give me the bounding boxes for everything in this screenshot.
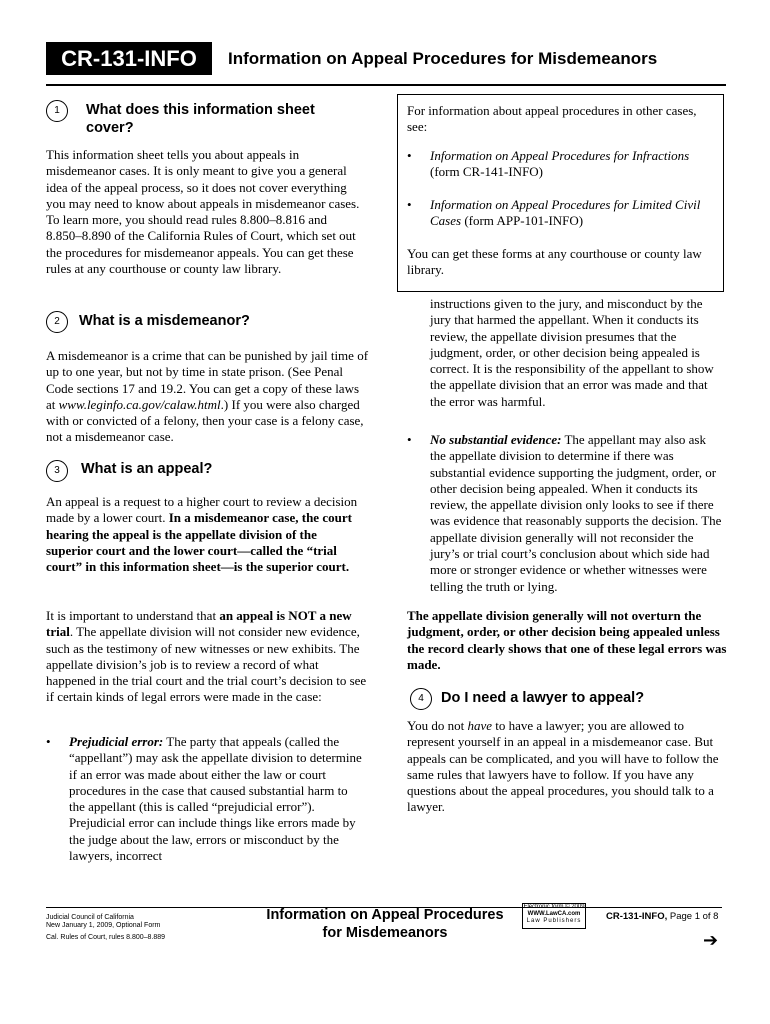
bullet-dot: • [46, 734, 51, 749]
section-2-number: 2 [46, 311, 68, 333]
footer-form-date: New January 1, 2009, Optional Form [46, 922, 161, 929]
section-1-body: This information sheet tells you about appeals in misdemeanor cases. It is only meant to give you a general idea of the appeal process, so it does not cover everything you may need to know about appeals in misdemeanor cases. To learn more, you should read rules 8.800–8.816 and 8.850–8.890 of the California Rules of Court, which set out the procedures for misdemeanor appeals. You can get these rules at any courthouse or county law library. [46, 147, 360, 277]
no-substantial-evidence-bullet: • No substantial evidence: The appellant may also ask the appellate division to determine if there was substantial evidence supporting the judgment, order, or other decision being appealed. When it conducts its review, the appellate division only looks to see if there was evidence that reasonably supports the decision. The appellate division generally will not reconsider the jury’s or trial court’s conclusion about which side had more or stronger evidence or whether witnesses were telling the truth or lying. [407, 432, 722, 594]
section-3-paragraph-2: It is important to understand that an appeal is NOT a new trial. The appellate division will not consider new evidence, such as the testimony of new witnesses or new exhibits. The appellate division’s job is to review a record of what happened in the trial court and the trial court’s decision to see if certain kinds of legal errors were made in the case: [46, 608, 367, 705]
related-form-limited-civil: • Information on Appeal Procedures for Limited Civil Cases (form APP-101-INFO) [407, 197, 701, 229]
bullet-dot: • [407, 432, 412, 447]
section-3-number: 3 [46, 460, 68, 482]
section-3-heading: What is an appeal? [81, 461, 213, 477]
section-1-heading: What does this information sheet cover? [86, 102, 315, 136]
section-3-paragraph-1: An appeal is a request to a higher court to review a decision made by a lower court. In a misdemeanor case, the court hearing the appeal is the appellate division of the superior court and the lower court—called the “trial court” in this information sheet—is the superior court. [46, 494, 358, 575]
section-4-heading: Do I need a lawyer to appeal? [441, 690, 645, 706]
page-title: Information on Appeal Procedures for Misdemeanors [228, 49, 658, 68]
leginfo-link[interactable]: www.leginfo.ca.gov/calaw.html [58, 396, 221, 412]
form-id-badge: CR-131-INFO [46, 42, 212, 75]
page-indicator: CR-131-INFO, Page 1 of 8 [606, 911, 719, 922]
section-4-number: 4 [410, 688, 432, 710]
related-form-infractions: • Information on Appeal Procedures for Infractions (form CR-141-INFO) [407, 148, 690, 180]
footer-rules: Cal. Rules of Court, rules 8.800–8.889 [46, 934, 166, 941]
related-forms-box [397, 94, 724, 292]
footer-title: Information on Appeal Procedures for Misdemeanors [266, 907, 504, 941]
section-3-conclusion: The appellate division generally will not overturn the judgment, order, or other decision being appealed unless the record clearly shows that one of these legal errors was made. [407, 608, 727, 672]
prejudicial-error-continued: instructions given to the jury, and misconduct by the jury that harmed the appellant. When it conducts its review, the appellate division presumes that the judgment, order, or other decision being appealed is correct. It is the responsibility of the appellant to show the appellate division that an error was made and that the error was harmful. [430, 296, 714, 409]
section-1-number: 1 [46, 100, 68, 122]
footer-council: Judicial Council of California [46, 914, 134, 921]
prejudicial-error-bullet: • Prejudicial error: The party that appeals (called the “appellant”) may ask the appellate division to determine if an error was made about either the law or court procedures in the case that caused substantial harm to the appellant (this is called “prejudicial error”). Prejudicial error can include things like errors made by the judge about the law, errors or misconduct by the lawyers, incorrect [46, 734, 362, 864]
header-divider [46, 84, 726, 86]
next-page-arrow-icon[interactable]: ➔ [703, 930, 719, 951]
related-forms-outro: You can get these forms at any courthouse or county law library. [407, 246, 702, 278]
related-forms-intro: For information about appeal procedures in other cases, see: [407, 103, 697, 135]
publisher-stamp: Electronic form © 2009 WWW.LawCA.com Law Publishers [522, 903, 586, 929]
section-2-heading: What is a misdemeanor? [79, 313, 250, 329]
section-4-body: You do not have to have a lawyer; you are allowed to represent yourself in an appeal in a misdemeanor case. But appeals can be complicated, and you will have to follow the same rules that lawyers have to follow. If you have any questions about the appeal procedures, you should talk to a lawyer. [407, 718, 719, 815]
section-2-body: A misdemeanor is a crime that can be punished by jail time of up to one year, but not by time in state prison. (See Penal Code sections 17 and 19.2. You can get a copy of these laws at www.leginfo.ca.gov/calaw.html.) If you were also charged with or convicted of a felony, then your case is a felony case, not a misdemeanor case. [46, 348, 369, 445]
